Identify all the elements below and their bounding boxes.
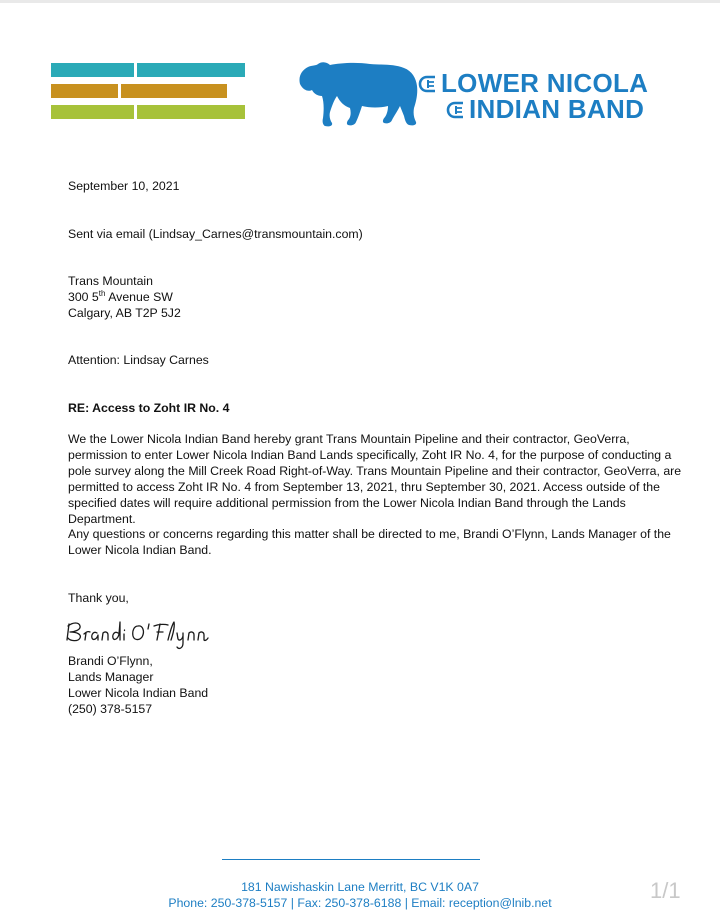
letterhead-brand [296,60,676,130]
subject-line: RE: Access to Zoht IR No. 4 [68,401,230,415]
stripe-logo [51,63,245,121]
body-paragraph-1: We the Lower Nicola Indian Band hereby grant Trans Mountain Pipeline and their contractor, GeoVerra, permission to enter Lower Nicola Indian Band Lands specifically, Zoht IR No. 4, for the purpose of conducting a pole survey along the Mill Creek Road Right-of-Way. Trans Mountain Pipeline and their contractor, GeoVerra, are permitted to access Zoht IR No. 4 from September 13, 2021, thru September 30, 2021. Access outside of the specified dates will require additional permission from the Lower Nicola Indian Band through the Lands Department. [68,432,682,526]
stripe-gold-right [121,84,227,98]
top-divider [0,0,720,3]
stripe-green-left [51,105,134,119]
stripe-teal-left [51,63,134,77]
body-paragraph-2: Any questions or concerns regarding this matter shall be directed to me, Brandi O’Flynn, Lands Manager of the Lower Nicola Indian Band. [68,527,671,557]
sent-via-line: Sent via email (Lindsay_Carnes@transmountain.com) [68,227,363,241]
page-indicator: 1/1 [650,878,681,903]
recipient-street: 300 5th Avenue SW [68,289,173,304]
signer-org: Lower Nicola Indian Band [68,686,209,700]
stripe-gold-left [51,84,118,98]
signer-title: Lands Manager [68,670,154,684]
wave-icon [418,74,438,94]
org-name-line1: LOWER NICOLA [418,70,648,96]
stripe-green-right [137,105,245,119]
wave-icon [446,100,466,120]
signer-phone: (250) 378-5157 [68,702,153,716]
closing-line: Thank you, [68,591,129,605]
org-name-line2: INDIAN BAND [446,96,644,122]
signer-name: Brandi O’Flynn, [68,654,153,668]
recipient-city: Calgary, AB T2P 5J2 [68,306,181,320]
footer-divider [222,859,480,860]
stripe-teal-right [137,63,245,77]
footer-address: 181 Nawishaskin Lane Merritt, BC V1K 0A7 [241,880,479,894]
letter-date: September 10, 2021 [68,179,180,193]
bear-icon [296,60,426,130]
signature [64,614,214,652]
footer-contact: Phone: 250-378-5157 | Fax: 250-378-6188 | Email: reception@lnib.net [168,896,552,910]
recipient-name: Trans Mountain [68,274,153,288]
attention-line: Attention: Lindsay Carnes [68,353,209,367]
